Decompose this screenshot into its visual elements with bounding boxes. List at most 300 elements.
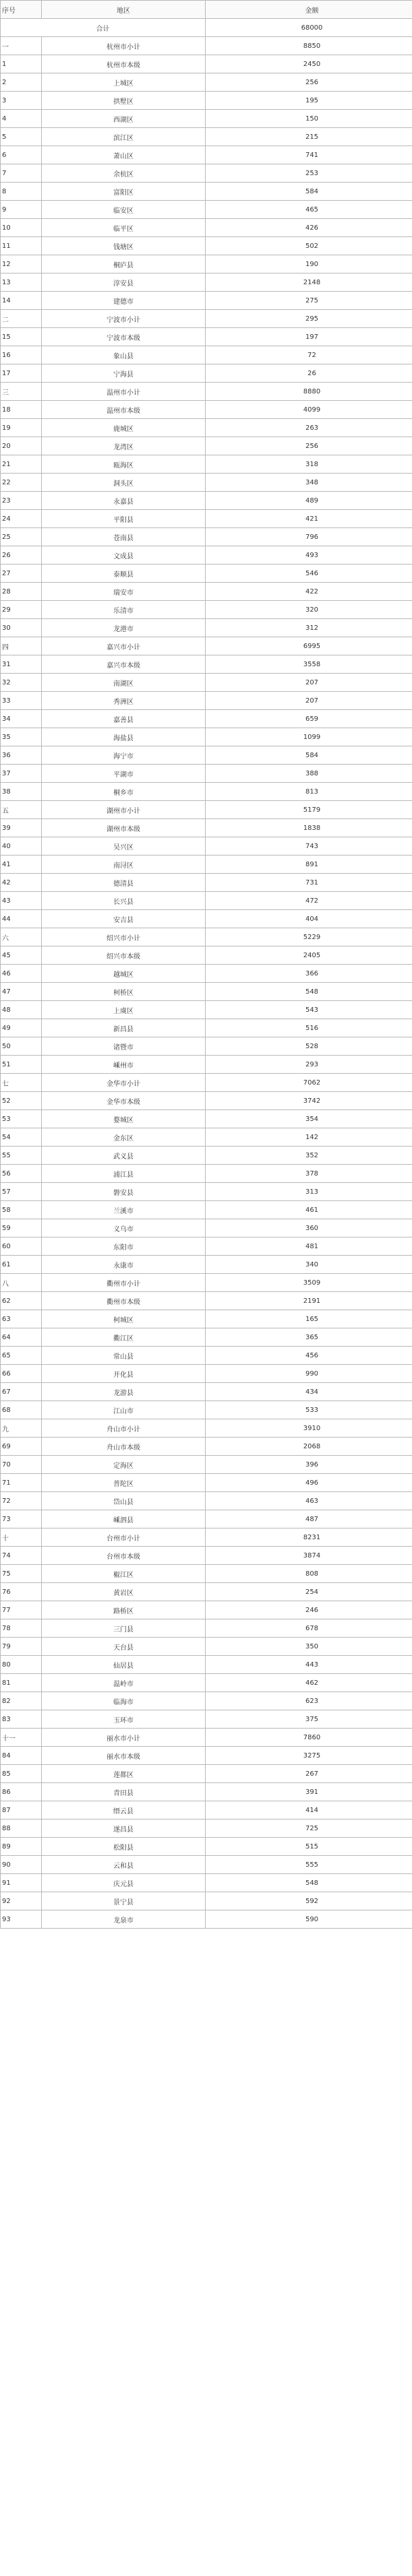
row-number: 54 (1, 1128, 42, 1147)
row-region: 宁海县 (42, 364, 206, 383)
row-number: 71 (1, 1474, 42, 1492)
row-region: 吴兴区 (42, 837, 206, 856)
row-region: 建德市 (42, 292, 206, 310)
row-region: 洞头区 (42, 474, 206, 492)
header-region: 地区 (42, 1, 206, 19)
row-amount: 456 (206, 1347, 412, 1365)
row-number: 六 (1, 928, 42, 946)
row-amount: 8850 (206, 37, 412, 55)
table-row (1, 1438, 412, 1456)
table-row (1, 1565, 412, 1583)
row-amount: 496 (206, 1474, 412, 1492)
row-region: 宁波市本级 (42, 328, 206, 346)
row-number: 50 (1, 1037, 42, 1056)
table-row (1, 1292, 412, 1310)
row-amount: 2450 (206, 55, 412, 73)
row-amount: 443 (206, 1656, 412, 1674)
row-region: 温州市本级 (42, 401, 206, 419)
row-number: 8 (1, 183, 42, 201)
table-row (1, 1456, 412, 1474)
row-number: 29 (1, 601, 42, 619)
row-number: 52 (1, 1092, 42, 1110)
row-region: 台州市小计 (42, 1528, 206, 1547)
row-region: 德清县 (42, 874, 206, 892)
table-row (1, 364, 412, 383)
row-number: 69 (1, 1438, 42, 1456)
row-region: 云和县 (42, 1856, 206, 1874)
table-row (1, 1401, 412, 1419)
row-amount: 2405 (206, 946, 412, 965)
row-region: 嵊州市 (42, 1056, 206, 1074)
table-row (1, 637, 412, 655)
row-number: 90 (1, 1856, 42, 1874)
row-amount: 350 (206, 1638, 412, 1656)
row-region: 鹿城区 (42, 419, 206, 437)
table-row (1, 1274, 412, 1292)
total-row (1, 19, 412, 37)
table-row (1, 983, 412, 1001)
row-amount: 472 (206, 892, 412, 910)
row-region: 定海区 (42, 1456, 206, 1474)
row-amount: 515 (206, 1838, 412, 1856)
table-row (1, 1910, 412, 1929)
row-number: 五 (1, 801, 42, 819)
row-region: 柯城区 (42, 1310, 206, 1328)
table-row (1, 1547, 412, 1565)
row-amount: 263 (206, 419, 412, 437)
table-row (1, 674, 412, 692)
row-number: 48 (1, 1001, 42, 1019)
row-region: 海宁市 (42, 746, 206, 765)
row-amount: 555 (206, 1856, 412, 1874)
row-region: 湖州市小计 (42, 801, 206, 819)
row-amount: 481 (206, 1237, 412, 1256)
row-region: 杭州市本级 (42, 55, 206, 73)
row-number: 79 (1, 1638, 42, 1656)
row-number: 51 (1, 1056, 42, 1074)
row-region: 开化县 (42, 1365, 206, 1383)
row-region: 越城区 (42, 965, 206, 983)
header-number: 序号 (1, 1, 42, 19)
row-number: 20 (1, 437, 42, 455)
row-amount: 7062 (206, 1074, 412, 1092)
row-number: 4 (1, 110, 42, 128)
row-number: 56 (1, 1165, 42, 1183)
table-row (1, 1765, 412, 1783)
row-number: 64 (1, 1328, 42, 1347)
row-number: 九 (1, 1419, 42, 1438)
row-region: 拱墅区 (42, 92, 206, 110)
table-body (1, 1, 412, 1929)
row-number: 2 (1, 73, 42, 92)
table-row (1, 1619, 412, 1638)
row-amount: 731 (206, 874, 412, 892)
row-amount: 6995 (206, 637, 412, 655)
table-row (1, 1510, 412, 1528)
table-row (1, 1474, 412, 1492)
row-amount: 2068 (206, 1438, 412, 1456)
table-row (1, 1729, 412, 1747)
row-number: 6 (1, 146, 42, 164)
row-number: 70 (1, 1456, 42, 1474)
row-amount: 548 (206, 1874, 412, 1892)
row-region: 衢州市小计 (42, 1274, 206, 1292)
row-region: 仙居县 (42, 1656, 206, 1674)
row-amount: 3910 (206, 1419, 412, 1438)
table-row (1, 1383, 412, 1401)
row-region: 三门县 (42, 1619, 206, 1638)
row-number: 11 (1, 237, 42, 255)
table-row (1, 1328, 412, 1347)
row-region: 玉环市 (42, 1710, 206, 1729)
row-number: 27 (1, 565, 42, 583)
row-region: 泰顺县 (42, 565, 206, 583)
table-row (1, 183, 412, 201)
row-amount: 72 (206, 346, 412, 364)
row-number: 88 (1, 1820, 42, 1838)
row-region: 安吉县 (42, 910, 206, 928)
row-amount: 659 (206, 710, 412, 728)
row-region: 路桥区 (42, 1601, 206, 1619)
row-amount: 678 (206, 1619, 412, 1638)
table-row (1, 1820, 412, 1838)
row-region: 南湖区 (42, 674, 206, 692)
table-row (1, 146, 412, 164)
table-row (1, 746, 412, 765)
row-region: 青田县 (42, 1783, 206, 1801)
table-row (1, 1365, 412, 1383)
row-number: 58 (1, 1201, 42, 1219)
table-row (1, 1419, 412, 1438)
table-row (1, 1638, 412, 1656)
row-amount: 414 (206, 1801, 412, 1820)
row-number: 62 (1, 1292, 42, 1310)
row-number: 17 (1, 364, 42, 383)
row-amount: 165 (206, 1310, 412, 1328)
row-region: 嘉善县 (42, 710, 206, 728)
row-amount: 623 (206, 1692, 412, 1710)
row-amount: 743 (206, 837, 412, 856)
row-region: 象山县 (42, 346, 206, 364)
row-region: 嵊泗县 (42, 1510, 206, 1528)
row-amount: 533 (206, 1401, 412, 1419)
row-number: 28 (1, 583, 42, 601)
table-row (1, 401, 412, 419)
table-row (1, 910, 412, 928)
table-row (1, 328, 412, 346)
row-number: 18 (1, 401, 42, 419)
row-amount: 8231 (206, 1528, 412, 1547)
table-row (1, 1074, 412, 1092)
row-amount: 487 (206, 1510, 412, 1528)
row-number: 37 (1, 765, 42, 783)
row-amount: 404 (206, 910, 412, 928)
row-number: 87 (1, 1801, 42, 1820)
row-amount: 378 (206, 1165, 412, 1183)
table-row (1, 55, 412, 73)
row-amount: 313 (206, 1183, 412, 1201)
row-region: 龙港市 (42, 619, 206, 637)
table-row (1, 965, 412, 983)
row-region: 江山市 (42, 1401, 206, 1419)
row-number: 57 (1, 1183, 42, 1201)
table-row (1, 492, 412, 510)
table-row (1, 565, 412, 583)
row-region: 淳安县 (42, 273, 206, 292)
row-number: 14 (1, 292, 42, 310)
row-region: 景宁县 (42, 1892, 206, 1910)
table-row (1, 1692, 412, 1710)
table-row (1, 1856, 412, 1874)
row-number: 26 (1, 546, 42, 565)
row-number: 92 (1, 1892, 42, 1910)
row-amount: 256 (206, 73, 412, 92)
row-region: 文成县 (42, 546, 206, 565)
row-amount: 528 (206, 1037, 412, 1056)
table-row (1, 837, 412, 856)
table-row (1, 1710, 412, 1729)
header-row (1, 1, 412, 19)
row-number: 68 (1, 1401, 42, 1419)
row-region: 椒江区 (42, 1565, 206, 1583)
row-number: 55 (1, 1147, 42, 1165)
row-amount: 548 (206, 983, 412, 1001)
row-amount: 275 (206, 292, 412, 310)
row-number: 41 (1, 856, 42, 874)
table-row (1, 765, 412, 783)
row-amount: 592 (206, 1892, 412, 1910)
table-row (1, 1147, 412, 1165)
row-region: 柯桥区 (42, 983, 206, 1001)
table-row (1, 1165, 412, 1183)
row-region: 武义县 (42, 1147, 206, 1165)
row-number: 84 (1, 1747, 42, 1765)
row-region: 临安区 (42, 201, 206, 219)
row-amount: 502 (206, 237, 412, 255)
table-row (1, 273, 412, 292)
row-number: 74 (1, 1547, 42, 1565)
row-region: 桐乡市 (42, 783, 206, 801)
row-number: 89 (1, 1838, 42, 1856)
row-amount: 348 (206, 474, 412, 492)
row-number: 七 (1, 1074, 42, 1092)
row-number: 24 (1, 510, 42, 528)
table-row (1, 1747, 412, 1765)
row-number: 八 (1, 1274, 42, 1292)
table-row (1, 892, 412, 910)
table-row (1, 1347, 412, 1365)
row-number: 十一 (1, 1729, 42, 1747)
table-row (1, 1601, 412, 1619)
table-row (1, 510, 412, 528)
row-amount: 3558 (206, 655, 412, 674)
row-number: 93 (1, 1910, 42, 1929)
row-region: 南浔区 (42, 856, 206, 874)
row-region: 临平区 (42, 219, 206, 237)
row-amount: 207 (206, 692, 412, 710)
row-number: 34 (1, 710, 42, 728)
table-row (1, 474, 412, 492)
row-region: 富阳区 (42, 183, 206, 201)
row-number: 45 (1, 946, 42, 965)
table-row (1, 619, 412, 637)
table-row (1, 219, 412, 237)
row-number: 47 (1, 983, 42, 1001)
row-amount: 312 (206, 619, 412, 637)
row-number: 38 (1, 783, 42, 801)
row-region: 永嘉县 (42, 492, 206, 510)
table-row (1, 201, 412, 219)
row-amount: 546 (206, 565, 412, 583)
row-number: 二 (1, 310, 42, 328)
row-amount: 462 (206, 1674, 412, 1692)
row-amount: 253 (206, 164, 412, 183)
row-region: 上虞区 (42, 1001, 206, 1019)
table-row (1, 73, 412, 92)
row-region: 秀洲区 (42, 692, 206, 710)
row-amount: 990 (206, 1365, 412, 1383)
row-number: 66 (1, 1365, 42, 1383)
table-row (1, 528, 412, 546)
row-region: 余杭区 (42, 164, 206, 183)
row-region: 龙湾区 (42, 437, 206, 455)
row-amount: 3275 (206, 1747, 412, 1765)
row-amount: 3874 (206, 1547, 412, 1565)
row-number: 19 (1, 419, 42, 437)
row-number: 16 (1, 346, 42, 364)
row-number: 46 (1, 965, 42, 983)
row-region: 磐安县 (42, 1183, 206, 1201)
row-number: 77 (1, 1601, 42, 1619)
row-amount: 891 (206, 856, 412, 874)
table-row (1, 801, 412, 819)
table-row (1, 164, 412, 183)
row-region: 杭州市小计 (42, 37, 206, 55)
table-row (1, 255, 412, 273)
table-row (1, 928, 412, 946)
row-number: 78 (1, 1619, 42, 1638)
row-amount: 426 (206, 219, 412, 237)
header-amount: 金额 (206, 1, 412, 19)
row-number: 33 (1, 692, 42, 710)
row-amount: 366 (206, 965, 412, 983)
row-amount: 434 (206, 1383, 412, 1401)
row-region: 衢州市本级 (42, 1292, 206, 1310)
row-region: 东阳市 (42, 1237, 206, 1256)
row-amount: 352 (206, 1147, 412, 1165)
row-number: 32 (1, 674, 42, 692)
row-region: 庆元县 (42, 1874, 206, 1892)
row-number: 60 (1, 1237, 42, 1256)
table-row (1, 1310, 412, 1328)
row-number: 一 (1, 37, 42, 55)
row-number: 82 (1, 1692, 42, 1710)
row-number: 35 (1, 728, 42, 746)
row-number: 三 (1, 383, 42, 401)
row-region: 萧山区 (42, 146, 206, 164)
row-region: 上城区 (42, 73, 206, 92)
row-number: 25 (1, 528, 42, 546)
row-number: 30 (1, 619, 42, 637)
row-number: 65 (1, 1347, 42, 1365)
row-region: 莲都区 (42, 1765, 206, 1783)
row-amount: 142 (206, 1128, 412, 1147)
row-amount: 360 (206, 1219, 412, 1237)
table-row (1, 1783, 412, 1801)
row-region: 诸暨市 (42, 1037, 206, 1056)
table-row (1, 655, 412, 674)
row-amount: 256 (206, 437, 412, 455)
row-region: 丽水市本级 (42, 1747, 206, 1765)
table-row (1, 1183, 412, 1201)
table-row (1, 1110, 412, 1128)
row-number: 67 (1, 1383, 42, 1401)
row-number: 四 (1, 637, 42, 655)
row-region: 黄岩区 (42, 1583, 206, 1601)
row-region: 宁波市小计 (42, 310, 206, 328)
row-number: 44 (1, 910, 42, 928)
row-region: 桐庐县 (42, 255, 206, 273)
row-amount: 422 (206, 583, 412, 601)
row-number: 61 (1, 1256, 42, 1274)
row-number: 22 (1, 474, 42, 492)
row-region: 松阳县 (42, 1838, 206, 1856)
row-number: 39 (1, 819, 42, 837)
row-amount: 1838 (206, 819, 412, 837)
row-region: 衢江区 (42, 1328, 206, 1347)
table-row (1, 1492, 412, 1510)
table-row (1, 1092, 412, 1110)
total-label: 合计 (1, 19, 206, 37)
row-amount: 1099 (206, 728, 412, 746)
table-row (1, 1838, 412, 1856)
row-region: 龙游县 (42, 1383, 206, 1401)
table-row (1, 1892, 412, 1910)
row-amount: 195 (206, 92, 412, 110)
row-amount: 590 (206, 1910, 412, 1929)
row-amount: 463 (206, 1492, 412, 1510)
row-region: 温岭市 (42, 1674, 206, 1692)
table-row (1, 583, 412, 601)
row-amount: 318 (206, 455, 412, 474)
row-amount: 421 (206, 510, 412, 528)
row-number: 63 (1, 1310, 42, 1328)
row-number: 85 (1, 1765, 42, 1783)
row-amount: 796 (206, 528, 412, 546)
row-number: 13 (1, 273, 42, 292)
table-row (1, 37, 412, 55)
table-row (1, 1128, 412, 1147)
row-region: 婺城区 (42, 1110, 206, 1128)
table-row (1, 946, 412, 965)
row-amount: 388 (206, 765, 412, 783)
row-region: 嘉兴市本级 (42, 655, 206, 674)
row-amount: 461 (206, 1201, 412, 1219)
row-region: 浦江县 (42, 1165, 206, 1183)
row-number: 23 (1, 492, 42, 510)
row-amount: 489 (206, 492, 412, 510)
row-region: 苍南县 (42, 528, 206, 546)
row-amount: 465 (206, 201, 412, 219)
table-row (1, 455, 412, 474)
table-row (1, 1674, 412, 1692)
row-number: 36 (1, 746, 42, 765)
row-number: 15 (1, 328, 42, 346)
table-row (1, 601, 412, 619)
table-row (1, 546, 412, 565)
row-region: 湖州市本级 (42, 819, 206, 837)
row-region: 永康市 (42, 1256, 206, 1274)
